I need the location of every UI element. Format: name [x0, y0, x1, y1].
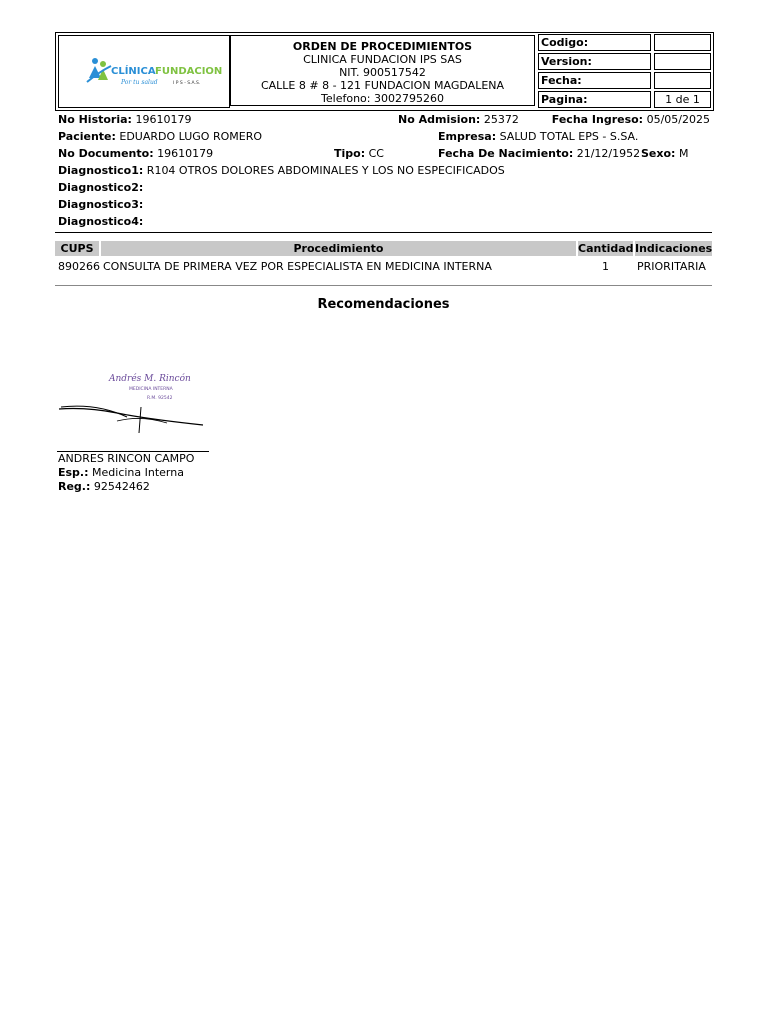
- stamp-spec: MEDICINA INTERNA: [129, 387, 173, 392]
- codigo-label: Codigo:: [538, 34, 651, 51]
- pagina-label: Pagina:: [538, 91, 651, 108]
- diagnostico3-label: Diagnostico3:: [58, 198, 144, 211]
- diagnostico2-field: [58, 181, 143, 195]
- table-divider: [55, 285, 712, 286]
- empresa-value: SALUD TOTAL EPS - S.SA.: [499, 130, 639, 143]
- doctor-specialty: [58, 466, 184, 480]
- recomendaciones-title: Recomendaciones: [317, 297, 450, 312]
- meta-row-pagina: [538, 91, 711, 108]
- empresa-label: Empresa:: [438, 130, 497, 143]
- codigo-value: [654, 34, 711, 51]
- logo-brand-clinica: CLÍNICA: [111, 66, 156, 77]
- logo-suffix: I P S - S.A.S.: [173, 81, 201, 86]
- admision-field: [398, 113, 519, 127]
- admision-value: 25372: [483, 113, 519, 126]
- tipo-field: [334, 147, 384, 161]
- fecha-label: Fecha:: [538, 72, 651, 89]
- version-value: [654, 53, 711, 70]
- paciente-field: [58, 130, 262, 144]
- documento-field: [58, 147, 213, 161]
- paciente-label: Paciente:: [58, 130, 116, 143]
- doctor-signature: [57, 365, 209, 437]
- reg-value: 92542462: [93, 480, 150, 493]
- version-label: Version:: [538, 53, 651, 70]
- sexo-field: [641, 147, 688, 161]
- clinic-logo: [59, 36, 229, 107]
- org-name: CLINICA FUNDACION IPS SAS: [303, 53, 462, 66]
- documento-value: 19610179: [157, 147, 214, 160]
- diagnostico3-field: [58, 198, 143, 212]
- logo-tagline: Por tu salud: [121, 79, 158, 86]
- tipo-label: Tipo:: [334, 147, 366, 160]
- ingreso-field: [552, 113, 710, 127]
- diagnostico4-field: [58, 215, 143, 229]
- doctor-name: ANDRES RINCON CAMPO: [58, 452, 195, 465]
- meta-row-fecha: [538, 72, 711, 89]
- document-header: [55, 32, 714, 111]
- historia-field: [58, 113, 191, 127]
- sexo-label: Sexo:: [641, 147, 676, 160]
- row-indicaciones: PRIORITARIA: [637, 260, 706, 273]
- fecha-value: [654, 72, 711, 89]
- col-header-indicaciones: Indicaciones: [635, 242, 713, 255]
- diagnostico4-label: Diagnostico4:: [58, 215, 144, 228]
- sexo-value: M: [678, 147, 689, 160]
- historia-label: No Historia:: [58, 113, 132, 126]
- nacimiento-label: Fecha De Nacimiento:: [438, 147, 574, 160]
- diagnostico1-field: [58, 164, 505, 178]
- tipo-value: CC: [368, 147, 384, 160]
- esp-value: Medicina Interna: [92, 466, 184, 479]
- col-header-cantidad: Cantidad: [578, 242, 634, 255]
- row-cantidad: 1: [602, 260, 609, 273]
- section-divider: [55, 232, 712, 233]
- meta-row-version: [538, 53, 711, 70]
- admision-label: No Admision:: [398, 113, 481, 126]
- org-phone: Telefono: 3002795260: [321, 92, 444, 105]
- logo-brand-fundacion: FUNDACION: [155, 66, 223, 77]
- doctor-registration: [58, 480, 150, 494]
- meta-row-codigo: [538, 34, 711, 51]
- stamp-reg: R.M. 92542: [147, 396, 173, 401]
- ingreso-label: Fecha Ingreso:: [551, 113, 644, 126]
- col-header-cups: CUPS: [55, 241, 99, 256]
- diagnostico2-label: Diagnostico2:: [58, 181, 144, 194]
- historia-value: 19610179: [135, 113, 192, 126]
- nacimiento-field: [438, 147, 640, 161]
- empresa-field: [438, 130, 638, 144]
- paciente-value: EDUARDO LUGO ROMERO: [119, 130, 263, 143]
- row-cups: 890266: [58, 260, 100, 273]
- document-title: ORDEN DE PROCEDIMIENTOS: [292, 40, 473, 53]
- org-address: CALLE 8 # 8 - 121 FUNDACION MAGDALENA: [260, 79, 505, 92]
- pagina-value: 1 de 1: [654, 91, 711, 108]
- diagnostico1-label: Diagnostico1:: [58, 164, 144, 177]
- row-procedimiento: CONSULTA DE PRIMERA VEZ POR ESPECIALISTA EN MEDICINA INTERNA: [103, 260, 492, 273]
- nacimiento-value: 21/12/1952: [576, 147, 641, 160]
- logo-cell: [58, 35, 230, 108]
- col-header-procedimiento: Procedimiento: [101, 241, 576, 256]
- documento-label: No Documento:: [58, 147, 154, 160]
- diagnostico1-value: R104 OTROS DOLORES ABDOMINALES Y LOS NO ESPECIFICADOS: [146, 164, 505, 177]
- ingreso-value: 05/05/2025: [646, 113, 710, 126]
- stamp-name: Andrés M. Rincón: [109, 374, 191, 384]
- org-nit: NIT. 900517542: [339, 66, 426, 79]
- reg-label: Reg.:: [58, 480, 91, 493]
- esp-label: Esp.:: [58, 466, 89, 479]
- title-cell: [230, 35, 535, 106]
